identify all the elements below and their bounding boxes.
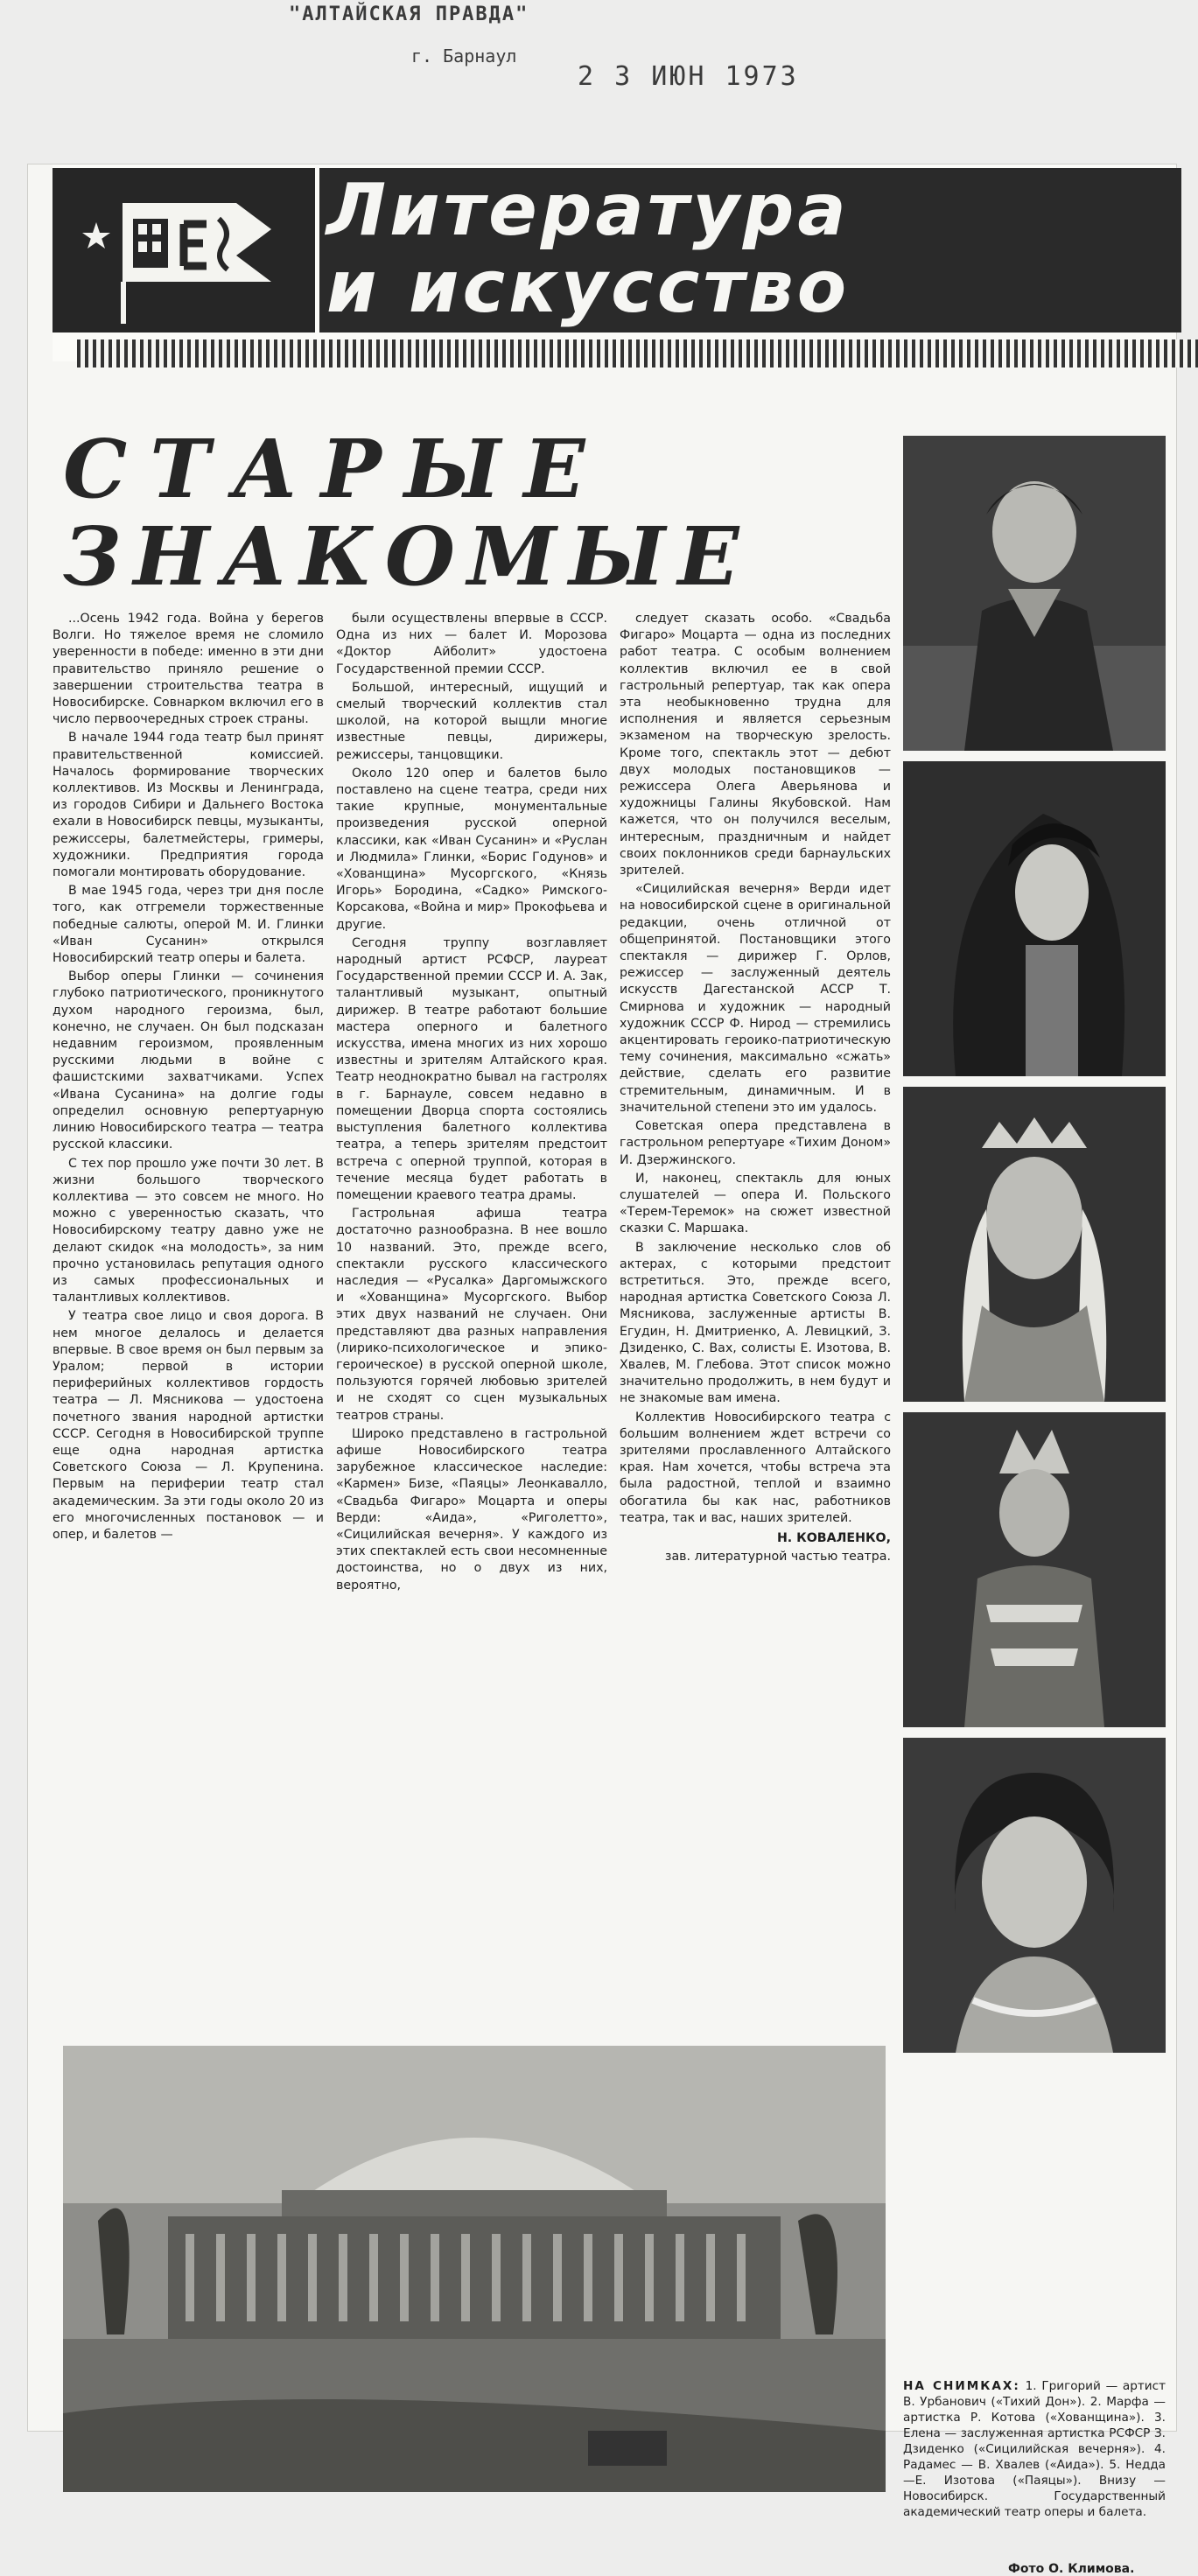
headline-line-2: ЗНАКОМЫЕ — [63, 509, 752, 604]
paragraph: В заключение несколько слов об актерах, с которыми предстоит встретиться. Это, прежде всего, народная артистка Советского Союза Л. Мясникова, заслуженные артисты В. Егудин, Н. Дмитриенко, А. Левицкий, З. Дзиденко, С. Вах, солисты Е. Изотова, В. Хвалев, М. Глебова. Этот список можно значительно продолжить, в нем будут и не знакомые вам имена. — [620, 1240, 891, 1406]
paragraph: Широко представлено в гастрольной афише Новосибирского театра зарубежное классическое наследие: «Кармен» Бизе, «Паяцы» Леонкавалло, «Свадьба Фигаро» Моцарта и оперы Верди: «Аида», «Риголетто», «Сицилийская вечерня». У каждого из этих спектаклей есть свои несомненные достоинства, но о двух из них, вероятно, — [336, 1426, 607, 1592]
photo-marfa — [903, 761, 1166, 1076]
photo-nedda — [903, 1738, 1166, 2053]
stamp-city: г. Барнаул — [411, 46, 517, 66]
paragraph: В мае 1945 года, через три дня после того, как отгремели торжественные победные салюты, оперой М. И. Глинки «Иван Сусанин» открылся Новосибирский театр оперы и балета. — [53, 884, 324, 966]
photo-grigory — [903, 436, 1166, 751]
photo-elena — [903, 1087, 1166, 1402]
star-flag-logo — [53, 168, 315, 332]
paragraph: С тех пор прошло уже почти 30 лет. В жизни большого творческого коллектива — это совсем не много. Но можно с уверенностью сказать, что Новосибирскому театру давно уже не делают скидок «на молодость», за ним прочно установилась репутация одного из самых профессиональных и талантливых коллективов. — [53, 1156, 324, 1306]
paragraph: Выбор оперы Глинки — сочинения глубоко патриотического, проникнутого духом народного героизма, был, конечно, не случаен. Он был подсказан недавним героизмом, проявленным русскими людьми в войне с фашистскими захватчиками. Успех «Ивана Сусанина» на долгие годы определил основную репертуарную линию Новосибирского театра — театра русской классики. — [53, 970, 324, 1152]
paragraph: Сегодня труппу возглавляет народный артист РСФСР, лауреат Государственной премии СССР И. А. Зак, талантливый музыкант, опытный дирижер. В театре работают большие мастера оперного и балетного искусства, имена многих из них хорошо известны и зрителям Алтайского края. Театр неоднократно бывал на гастролях в г. Барнауле, совсем недавно в помещении Дворца спорта состоялись выступления балетного коллектива театра, а теперь зрителям предстоит встреча с оперной труппой, которая в течение месяца будет работать в помещении краевого театра драмы. — [336, 935, 607, 1202]
paragraph: были осуществлены впервые в СССР. Одна из них — балет И. Морозова «Доктор Айболит» удостоена Государственной премии СССР. — [336, 612, 607, 676]
newspaper-clipping — [28, 164, 1176, 2576]
rubric-header — [53, 164, 1176, 361]
article-headline — [63, 422, 921, 604]
decorative-hatch-bar — [77, 340, 1198, 368]
rubric-line-literature: Литература — [326, 169, 850, 252]
paragraph: следует сказать особо. «Свадьба Фигаро» Моцарта — одна из последних работ театра. С особым волнением коллектив включил ее в свой гастрольный репертуар, так как опера эта необыкновенно трудна для исполнения и является серьезным экзаменом на творческую зрелость. Кроме того, спектакль этот — дебют двух молодых постановщиков — режиссера Олега Аверьянова и художницы Галины Якубовской. Нам кажется, что он получился веселым, интересным, праздничным и найдет своих поклонников среди барнаульских зрителей. — [620, 612, 891, 878]
stamp-date: 2 3 ИЮН 1973 — [578, 61, 799, 92]
paragraph: «Сицилийская вечерня» Верди идет на новосибирской сцене в оригинальной редакции, очень отличной от общепринятой. Постановщики этого спектакля — дирижер Г. Орлов, режиссер — заслуженный деятель искусств Дагестанской АССР Т. Смирнова и художник — народный художник СССР Ф. Нирод — стремились акцентировать героико-патриотическую тему сочинения, максимально «сжать» действие, сделать его развитие стремительным, динамичным. И в значительной степени это им удалось. — [620, 882, 891, 1115]
photo-captions — [903, 2378, 1166, 2520]
photo-opera-theatre — [63, 2046, 886, 2492]
author-role: зав. литературной частью театра. — [664, 1550, 891, 1564]
article-column-1 — [53, 611, 324, 1545]
rubric-line-art: и искусство — [326, 246, 851, 329]
paragraph: Около 120 опер и балетов было поставлено на сцене театра, среди них такие крупные, монументальные произведения русской оперной классики, как «Иван Сусанин» и «Руслан и Людмила» Глинки, «Борис Годунов» и «Хованщина» Мусоргского, «Князь Игорь» Бородина, «Садко» Римского-Корсакова, «Война и мир» Прокофьева и другие. — [336, 766, 607, 932]
paragraph: И, наконец, спектакль для юных слушателей — опера И. Польского «Терем-Теремок» на сюжет известной сказки С. Маршака. — [620, 1171, 891, 1236]
author-signature: Н. КОВАЛЕНКО, — [776, 1530, 891, 1545]
paragraph: Гастрольная афиша театра достаточно разнообразна. В нее вошло 10 названий. Это, прежде всего, спектакли русского классического наследия — «Русалка» Даргомыжского и «Хованщина» Мусоргского. Выбор этих двух названий не случаен. Они представляют два разных направления (лирико-психологическое и эпико-героическое) в русской оперной школе, пользуются горячей любовью зрителей и не сходят со сцен музыкальных театров страны. — [336, 1207, 607, 1423]
photo-radames — [903, 1412, 1166, 1727]
caption-heading: НА СНИМКАХ: — [903, 2379, 1020, 2393]
caption-text: 1. Григорий — артист В. Урбанович («Тихий Дон»). 2. Марфа — артистка Р. Котова («Хованщина»). 3. Елена — заслуженная артистка РСФСР З. Дзиденко («Сицилийская вечерня»). 4. Радамес — В. Хвалев («Аида»). 5. Недда—Е. Изотова («Паяцы»). Внизу — Новосибирск. Государственный академический театр оперы и балета. — [903, 2379, 1166, 2519]
paragraph: Советская опера представлена в гастрольном репертуаре «Тихим Доном» И. Дзержинского. — [620, 1119, 891, 1167]
article-column-3 — [620, 611, 891, 1567]
paragraph: Коллектив Новосибирского театра с большим волнением ждет встречи со зрителями прославленного Алтайского края. Нам хочется, чтобы встреча эта была радостной, теплой и взаимно обогатила бы как нас, работников театра, так и вас, наших зрителей. — [620, 1410, 891, 1525]
photo-column — [903, 436, 1166, 2063]
paragraph: ...Осень 1942 года. Война у берегов Волги. Но тяжелое время не сломило уверенности в победе: именно в эти дни правительство приняло решение о завершении строительства театра в Новосибирске. Совнарком включил его в число первоочередных строек страны. — [53, 612, 324, 727]
paragraph: Большой, интересный, ищущий и смелый творческий коллектив стал школой, на которой выщли многие известные певцы, дирижеры, режиссеры, танцовщики. — [336, 680, 607, 762]
rubric-title — [319, 168, 1181, 332]
article-column-2 — [336, 611, 607, 1596]
stamp-paper-name: "АЛТАЙСКАЯ ПРАВДА" — [289, 4, 529, 25]
photo-credit: Фото О. Климова. — [1008, 2562, 1135, 2576]
paragraph: В начале 1944 года театр был принят правительственной комиссией. Началось формирование творческих коллективов. Из Москвы и Ленинграда, из городов Сибири и Дальнего Востока ехали в Новосибирск певцы, музыканты, режиссеры, балетмейстеры, гримеры, художники. Предприятия города помогали монтировать оборудование. — [53, 731, 324, 880]
headline-line-1: СТАРЫЕ — [63, 422, 608, 516]
paragraph: У театра свое лицо и своя дорога. В нем многое делалось и делается впервые. В свое время он был первым за Уралом; первой в истории периферийных коллективов гордость театра — Л. Мясникова — удостоена почетного звания народной артистки СССР. Сегодня в Новосибирской труппе еще одна народная артистка Советского Союза — Л. Крупенина. Первым на периферии театр стал академическим. За эти годы около 20 из его многочисленных постановок — и опер, и балетов — — [53, 1309, 324, 1542]
